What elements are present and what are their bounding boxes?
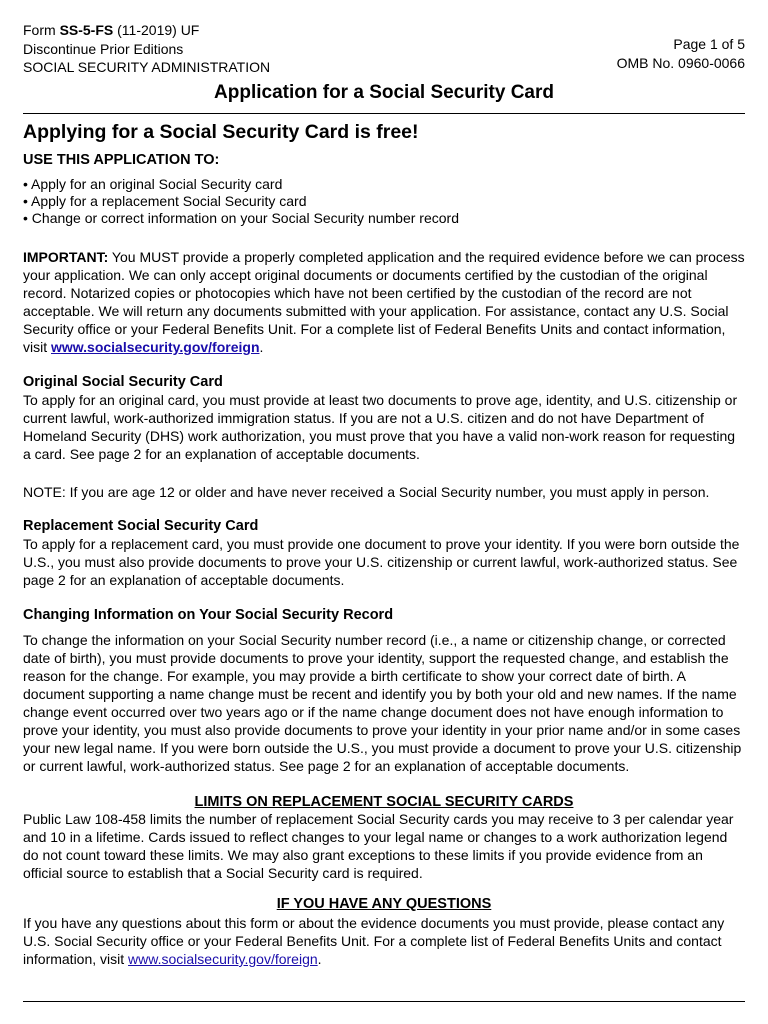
important-end: .: [259, 339, 264, 355]
foreign-link[interactable]: www.socialsecurity.gov/foreign: [51, 339, 260, 355]
list-item: • Apply for a replacement Social Security card: [23, 193, 307, 209]
important-paragraph: [23, 248, 745, 356]
changing-info-text: To change the information on your Social Security number record (i.e., a name or citizenship change, or corrected date of birth), you must provide documents to prove your identity, support the requested change, and establish the reason for the change. For example, you may provide a birth certificate to show your correct date of birth. A document supporting a name change must be recent and identify you by both your old and new names. If the name change event occurred over two years ago or if the name change document does not have enough information to prove your identity, you must also provide documents to prove your identity in your prior name and/or in some cases your new legal name. If you were born outside the U.S., you must provide a document to prove your U.S. citizenship or current lawful, work-authorized status. See page 2 for an explanation of acceptable documents.: [23, 632, 742, 774]
foreign-link[interactable]: www.socialsecurity.gov/foreign: [128, 951, 318, 967]
page-title: Application for a Social Security Card: [214, 82, 554, 103]
footer-divider: [23, 1001, 745, 1002]
document-page: [23, 0, 745, 1024]
section-heading: Original Social Security Card: [23, 374, 223, 390]
changing-info-heading: Changing Information on Your Social Security Record: [23, 607, 394, 623]
section-heading: Replacement Social Security Card: [23, 518, 259, 534]
form-header-right: [617, 35, 745, 72]
free-heading: Applying for a Social Security Card is free!: [23, 121, 419, 143]
questions-heading: IF YOU HAVE ANY QUESTIONS: [276, 896, 492, 912]
list-item: • Change or correct information on your Social Security number record: [23, 210, 459, 226]
note-paragraph: NOTE: If you are age 12 or older and have never received a Social Security number, you must apply in person.: [23, 484, 710, 500]
use-heading: USE THIS APPLICATION TO:: [23, 152, 220, 168]
questions-paragraph: [23, 914, 745, 968]
form-id: [23, 21, 270, 40]
important-label: IMPORTANT:: [23, 249, 109, 265]
form-prefix: Form: [23, 22, 60, 38]
page-number: Page 1 of 5: [673, 36, 745, 52]
list-item: • Apply for an original Social Security card: [23, 176, 283, 192]
original-card-section: [23, 373, 745, 463]
section-text: To apply for an original card, you must provide at least two documents to prove age, identity, and U.S. citizenship or current lawful, work-authorized immigration status. If you are not a U.S. citizen and do not have Department of Homeland Security (DHS) work authorization, you must prove that you have a valid non-work reason for requesting a card. See page 2 for an explanation of acceptable documents.: [23, 392, 738, 462]
limits-text: Public Law 108-458 limits the number of replacement Social Security cards you may receive to 3 per calendar year and 10 in a lifetime. Cards issued to reflect changes to your legal name or changes to a work authorization legend do not count toward these limits. We may also grant exceptions to these limits if you provide evidence from an official source to establish that a Social Security card is required.: [23, 811, 734, 881]
replacement-card-section: [23, 517, 745, 589]
form-edition: (11-2019) UF: [113, 22, 200, 38]
questions-end: .: [317, 951, 322, 967]
use-list: [23, 176, 745, 227]
discontinue-note: Discontinue Prior Editions: [23, 40, 184, 57]
important-text: You MUST provide a properly completed application and the required evidence before we can process your application. We can only accept original documents or documents certified by the custodian of the original record. Notarized copies or photocopies which have not been certified by the custodian of the record are not acceptable. We will return any documents submitted with your application. For assistance, contact any U.S. Social Security office or your Federal Benefits Unit. For a complete list of Federal Benefits Units and contact information, visit: [23, 249, 745, 355]
form-number: SS-5-FS: [59, 22, 114, 38]
form-header-left: [23, 21, 270, 77]
title-divider: [23, 113, 745, 114]
limits-heading: LIMITS ON REPLACEMENT SOCIAL SECURITY CARDS: [194, 794, 574, 810]
section-text: To apply for a replacement card, you must provide one document to prove your identity. If you were born outside the U.S., you must also provide documents to prove your U.S. citizenship or current lawful, work-authorized status. See page 2 for an explanation of acceptable documents.: [23, 536, 740, 588]
questions-text: If you have any questions about this form or about the evidence documents you must provide, please contact any U.S. Social Security office or your Federal Benefits Unit. For a complete list of Federal Benefits Units and contact information, visit: [23, 915, 725, 967]
agency-name: SOCIAL SECURITY ADMINISTRATION: [23, 59, 271, 75]
omb-number: OMB No. 0960-0066: [616, 54, 745, 71]
